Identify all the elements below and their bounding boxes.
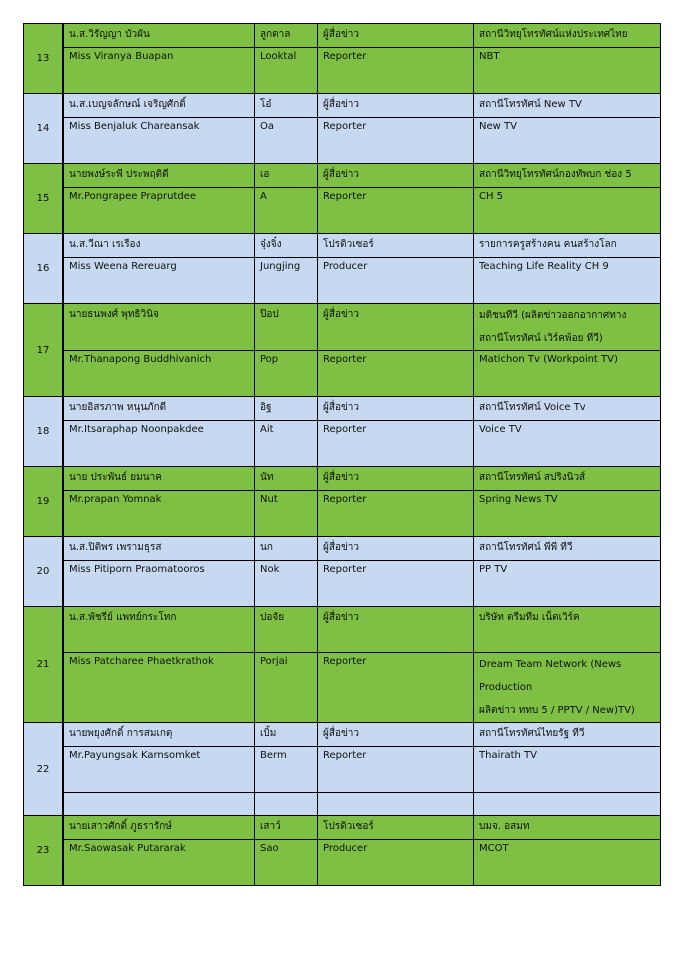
- table-row: [24, 491, 661, 537]
- thai-organization: สถานีโทรทัศน์ สปริงนิวส์: [474, 467, 661, 491]
- english-organization: New TV: [474, 118, 661, 164]
- thai-organization: สถานีโทรทัศน์ New TV: [474, 94, 661, 118]
- english-name: Miss Weena Rereuarg: [63, 258, 255, 304]
- english-organization: NBT: [474, 48, 661, 94]
- thai-position: ผู้สื่อข่าว: [318, 397, 474, 421]
- english-name: Mr.Thanapong Buddhivanich: [63, 351, 255, 397]
- english-name: Miss Benjaluk Chareansak: [63, 118, 255, 164]
- row-number: 18: [24, 397, 64, 467]
- english-name: Mr.Saowasak Putararak: [63, 840, 255, 886]
- row-number: 15: [24, 164, 64, 234]
- english-nickname: Ait: [255, 421, 318, 467]
- thai-position: โปรดิวเซอร์: [318, 234, 474, 258]
- thai-organization: สถานีโทรทัศน์ไทยรัฐ ทีวี: [474, 723, 661, 747]
- thai-name: นายอิสรภาพ หนุนภักดี: [63, 397, 255, 421]
- english-nickname: Nok: [255, 561, 318, 607]
- thai-position: ผู้สื่อข่าว: [318, 467, 474, 491]
- english-organization: Spring News TV: [474, 491, 661, 537]
- thai-nickname: ลูกตาล: [255, 24, 318, 48]
- row-number: 23: [24, 816, 64, 886]
- english-nickname: Pop: [255, 351, 318, 397]
- thai-nickname: จุ๋งจิ๋ง: [255, 234, 318, 258]
- table-row: [24, 24, 661, 48]
- english-position: Reporter: [318, 421, 474, 467]
- table-row: [24, 304, 661, 351]
- thai-organization: บมจ. อสมท: [474, 816, 661, 840]
- thai-organization: สถานีวิทยุโทรทัศน์กองทัพบก ช่อง 5: [474, 164, 661, 188]
- row-number: 19: [24, 467, 64, 537]
- thai-organization: รายการครูสร้างคน คนสร้างโลก: [474, 234, 661, 258]
- english-nickname: Oa: [255, 118, 318, 164]
- thai-position: ผู้สื่อข่าว: [318, 304, 474, 351]
- thai-name: นายเสาวศักดิ์ ภูธรารักษ์: [63, 816, 255, 840]
- table-row: [24, 747, 661, 793]
- thai-nickname: เอ: [255, 164, 318, 188]
- english-position: Reporter: [318, 188, 474, 234]
- table-row: [24, 537, 661, 561]
- thai-name: น.ส.เบญจลักษณ์ เจริญศักดิ์: [63, 94, 255, 118]
- english-name: Mr.prapan Yomnak: [63, 491, 255, 537]
- thai-name: น.ส.วีณา เรเรือง: [63, 234, 255, 258]
- thai-position: ผู้สื่อข่าว: [318, 537, 474, 561]
- thai-name: น.ส.พัชรีย์ แพทย์กระโทก: [63, 607, 255, 653]
- thai-nickname: ป๊อป: [255, 304, 318, 351]
- thai-position: ผู้สื่อข่าว: [318, 164, 474, 188]
- thai-position: ผู้สื่อข่าว: [318, 24, 474, 48]
- thai-position: โปรดิวเซอร์: [318, 816, 474, 840]
- thai-organization: สถานีโทรทัศน์ Voice Tv: [474, 397, 661, 421]
- table-row: [24, 234, 661, 258]
- thai-position: ผู้สื่อข่าว: [318, 723, 474, 747]
- english-position: Producer: [318, 258, 474, 304]
- english-name: Miss Viranya Buapan: [63, 48, 255, 94]
- thai-name: นายพงษ์ระพี ประพฤติดี: [63, 164, 255, 188]
- english-position: Producer: [318, 840, 474, 886]
- table-row: [24, 723, 661, 747]
- thai-organization-line-1: มติชนทีวี (ผลิตข่าวออกอากาศทาง: [479, 310, 627, 321]
- english-organization: CH 5: [474, 188, 661, 234]
- table-row: [24, 351, 661, 397]
- english-organization: PP TV: [474, 561, 661, 607]
- english-organization: MCOT: [474, 840, 661, 886]
- english-nickname: A: [255, 188, 318, 234]
- english-position: Reporter: [318, 48, 474, 94]
- staff-roster-table: [23, 23, 661, 886]
- thai-name: น.ส.ปิติพร เพรามธุรส: [63, 537, 255, 561]
- row-number: 14: [24, 94, 64, 164]
- english-nickname: Nut: [255, 491, 318, 537]
- table-row: [24, 653, 661, 723]
- thai-organization: สถานีโทรทัศน์ พีพี ทีวี: [474, 537, 661, 561]
- english-position: Reporter: [318, 118, 474, 164]
- english-organization: Matichon Tv (Workpoint TV): [474, 351, 661, 397]
- empty-cell: [318, 793, 474, 816]
- english-nickname: Jungjing: [255, 258, 318, 304]
- english-position: Reporter: [318, 747, 474, 793]
- table-row: [24, 48, 661, 94]
- english-name: Miss Pitiporn Praomatooros: [63, 561, 255, 607]
- table-row: [24, 467, 661, 491]
- table-row: [24, 118, 661, 164]
- english-organization-line-2: ผลิตข่าว ททบ 5 / PPTV / New)TV): [479, 705, 635, 716]
- thai-nickname: ปอจัย: [255, 607, 318, 653]
- thai-name: น.ส.วิรัญญา บัวผัน: [63, 24, 255, 48]
- english-name: Mr.Itsaraphap Noonpakdee: [63, 421, 255, 467]
- table-row: [24, 188, 661, 234]
- english-organization-line-1: Dream Team Network (News Production: [479, 659, 622, 693]
- row-number: 17: [24, 304, 64, 397]
- english-organization: Thairath TV: [474, 747, 661, 793]
- english-name: Miss Patcharee Phaetkrathok: [63, 653, 255, 723]
- row-number: 20: [24, 537, 64, 607]
- table-row: [24, 94, 661, 118]
- row-number: 22: [24, 723, 64, 816]
- english-position: Reporter: [318, 653, 474, 723]
- thai-nickname: เสาว์: [255, 816, 318, 840]
- english-organization: [474, 653, 661, 723]
- english-nickname: Berm: [255, 747, 318, 793]
- english-nickname: Porjai: [255, 653, 318, 723]
- thai-nickname: เบิ้ม: [255, 723, 318, 747]
- table-row: [24, 164, 661, 188]
- thai-nickname: นก: [255, 537, 318, 561]
- english-organization: Voice TV: [474, 421, 661, 467]
- table-row: [24, 607, 661, 653]
- table-row: [24, 816, 661, 840]
- row-number: 16: [24, 234, 64, 304]
- table-row: [24, 840, 661, 886]
- empty-cell: [63, 793, 255, 816]
- english-organization: Teaching Life Reality CH 9: [474, 258, 661, 304]
- thai-nickname: อิฐ: [255, 397, 318, 421]
- empty-cell: [255, 793, 318, 816]
- english-position: Reporter: [318, 491, 474, 537]
- thai-name: นาย ประพันธ์ ยมนาค: [63, 467, 255, 491]
- thai-organization: สถานีวิทยุโทรทัศน์แห่งประเทศไทย: [474, 24, 661, 48]
- thai-nickname: โอ๋: [255, 94, 318, 118]
- thai-position: ผู้สื่อข่าว: [318, 94, 474, 118]
- table-row: [24, 561, 661, 607]
- english-nickname: Looktal: [255, 48, 318, 94]
- table-row-empty: [24, 793, 661, 816]
- english-name: Mr.Pongrapee Praprutdee: [63, 188, 255, 234]
- thai-organization: บริษัท ดรีมทีม เน็ตเวิร์ค: [474, 607, 661, 653]
- row-number: 21: [24, 607, 64, 723]
- table-row: [24, 421, 661, 467]
- english-nickname: Sao: [255, 840, 318, 886]
- thai-organization-line-2: สถานีโทรทัศน์ เวิร์คพ้อย ทีวี): [479, 333, 603, 344]
- english-name: Mr.Payungsak Karnsomket: [63, 747, 255, 793]
- thai-position: ผู้สื่อข่าว: [318, 607, 474, 653]
- thai-nickname: นัท: [255, 467, 318, 491]
- thai-name: นายพยุงศักดิ์ การสมเกตุ: [63, 723, 255, 747]
- english-position: Reporter: [318, 561, 474, 607]
- empty-cell: [474, 793, 661, 816]
- thai-name: นายธนพงศ์ พุทธิวินิจ: [63, 304, 255, 351]
- english-position: Reporter: [318, 351, 474, 397]
- thai-organization: [474, 304, 661, 351]
- table-row: [24, 258, 661, 304]
- table-row: [24, 397, 661, 421]
- row-number: 13: [24, 24, 64, 94]
